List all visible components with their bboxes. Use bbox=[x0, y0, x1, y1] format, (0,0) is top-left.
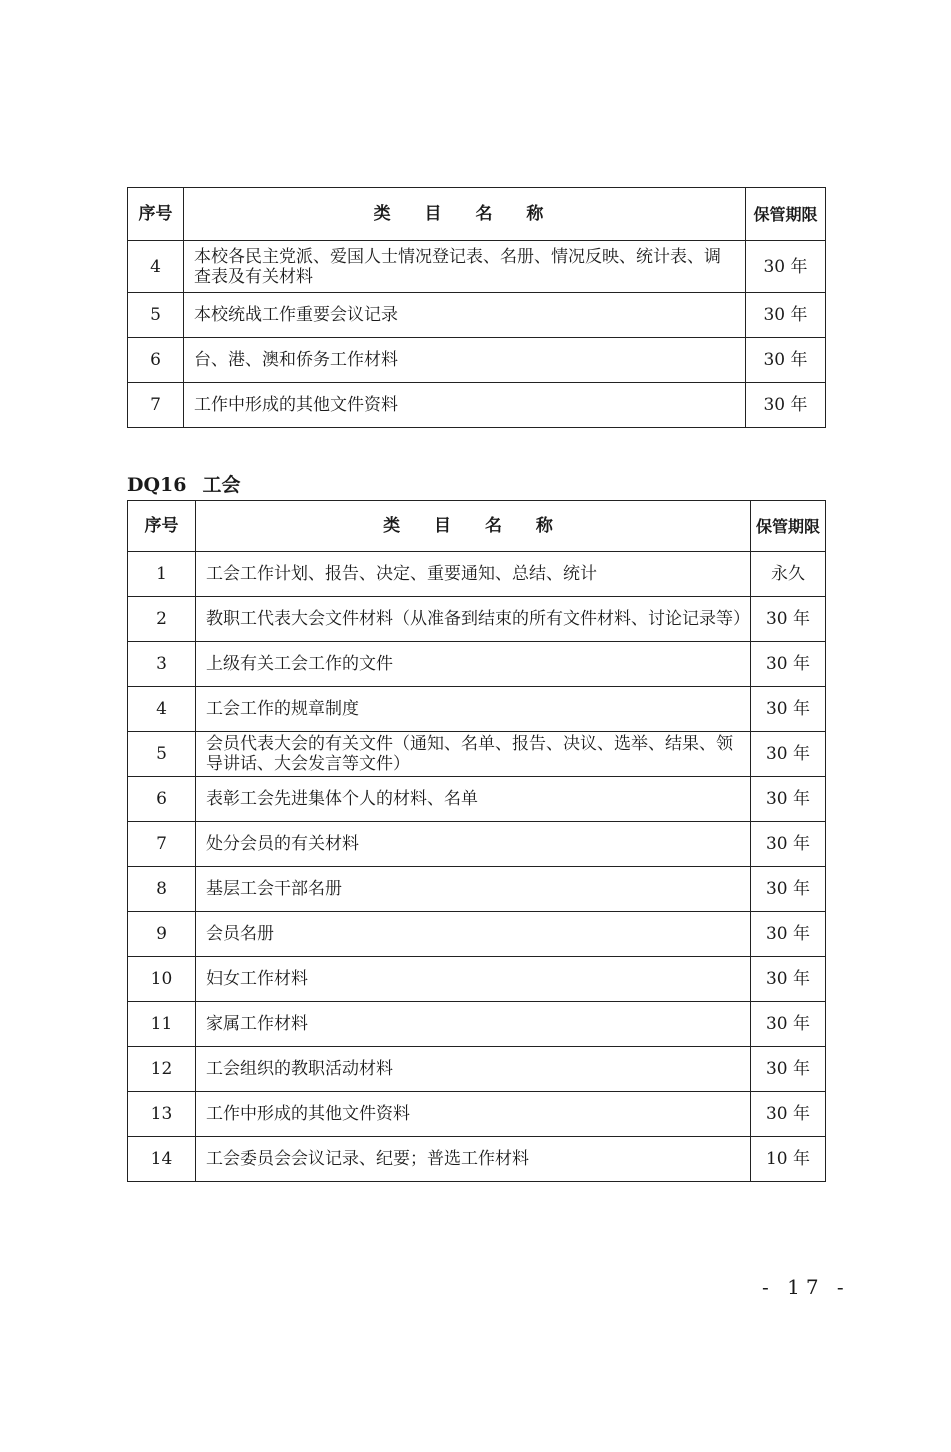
table-row bbox=[128, 383, 826, 428]
row-term: 30 年 bbox=[751, 777, 826, 822]
retention-table-union bbox=[127, 500, 826, 1182]
row-name: 家属工作材料 bbox=[196, 1002, 751, 1047]
row-index: 5 bbox=[128, 732, 196, 777]
row-name: 工作中形成的其他文件资料 bbox=[196, 1092, 751, 1137]
row-name: 工会委员会会议记录、纪要；普选工作材料 bbox=[196, 1137, 751, 1182]
table-row bbox=[128, 642, 826, 687]
section-title: 工会 bbox=[202, 474, 241, 496]
table-row bbox=[128, 687, 826, 732]
row-index: 14 bbox=[128, 1137, 196, 1182]
row-index: 9 bbox=[128, 912, 196, 957]
row-term: 30 年 bbox=[751, 687, 826, 732]
row-name: 基层工会干部名册 bbox=[196, 867, 751, 912]
row-index: 13 bbox=[128, 1092, 196, 1137]
table-row bbox=[128, 777, 826, 822]
row-name: 妇女工作材料 bbox=[196, 957, 751, 1002]
table-row bbox=[128, 552, 826, 597]
row-term: 30 年 bbox=[751, 1092, 826, 1137]
row-index: 6 bbox=[128, 338, 184, 383]
row-index: 11 bbox=[128, 1002, 196, 1047]
row-index: 6 bbox=[128, 777, 196, 822]
row-index: 4 bbox=[128, 687, 196, 732]
section-heading bbox=[127, 470, 256, 497]
row-term: 30 年 bbox=[751, 912, 826, 957]
row-term: 30 年 bbox=[746, 293, 826, 338]
row-name: 工会组织的教职活动材料 bbox=[196, 1047, 751, 1092]
row-name: 教职工代表大会文件材料（从准备到结束的所有文件材料、讨论记录等） bbox=[196, 597, 751, 642]
row-term: 30 年 bbox=[746, 338, 826, 383]
row-term: 10 年 bbox=[751, 1137, 826, 1182]
row-name: 台、港、澳和侨务工作材料 bbox=[184, 338, 746, 383]
row-term: 30 年 bbox=[751, 642, 826, 687]
header-name: 类 目 名 称 bbox=[196, 501, 751, 552]
table-row bbox=[128, 338, 826, 383]
row-term: 30 年 bbox=[751, 732, 826, 777]
table-row bbox=[128, 1002, 826, 1047]
row-index: 5 bbox=[128, 293, 184, 338]
table-row bbox=[128, 241, 826, 293]
row-index: 1 bbox=[128, 552, 196, 597]
table-row bbox=[128, 293, 826, 338]
row-name: 上级有关工会工作的文件 bbox=[196, 642, 751, 687]
row-term: 30 年 bbox=[751, 597, 826, 642]
row-term: 30 年 bbox=[751, 867, 826, 912]
row-index: 8 bbox=[128, 867, 196, 912]
table-row bbox=[128, 732, 826, 777]
table-row bbox=[128, 822, 826, 867]
section-code: DQ16 bbox=[127, 474, 187, 496]
table-header-row bbox=[128, 188, 826, 241]
row-term: 30 年 bbox=[746, 241, 826, 293]
row-name: 本校统战工作重要会议记录 bbox=[184, 293, 746, 338]
header-index: 序号 bbox=[128, 501, 196, 552]
table-row bbox=[128, 1137, 826, 1182]
table-row bbox=[128, 867, 826, 912]
row-term: 30 年 bbox=[746, 383, 826, 428]
table-row bbox=[128, 957, 826, 1002]
row-name: 工会工作的规章制度 bbox=[196, 687, 751, 732]
row-index: 7 bbox=[128, 822, 196, 867]
row-term: 30 年 bbox=[751, 822, 826, 867]
page-number: - 17 - bbox=[762, 1275, 850, 1299]
row-term: 30 年 bbox=[751, 1047, 826, 1092]
table-row bbox=[128, 1092, 826, 1137]
row-index: 7 bbox=[128, 383, 184, 428]
row-index: 3 bbox=[128, 642, 196, 687]
row-name: 会员代表大会的有关文件（通知、名单、报告、决议、选举、结果、领导讲话、大会发言等文件） bbox=[196, 732, 751, 777]
header-name: 类 目 名 称 bbox=[184, 188, 746, 241]
row-name: 工作中形成的其他文件资料 bbox=[184, 383, 746, 428]
row-name: 本校各民主党派、爱国人士情况登记表、名册、情况反映、统计表、调查表及有关材料 bbox=[184, 241, 746, 293]
row-name: 表彰工会先进集体个人的材料、名单 bbox=[196, 777, 751, 822]
table-header-row bbox=[128, 501, 826, 552]
row-index: 12 bbox=[128, 1047, 196, 1092]
row-name: 处分会员的有关材料 bbox=[196, 822, 751, 867]
row-index: 2 bbox=[128, 597, 196, 642]
row-term: 永久 bbox=[751, 552, 826, 597]
header-term: 保管期限 bbox=[751, 501, 826, 552]
row-term: 30 年 bbox=[751, 1002, 826, 1047]
table-row bbox=[128, 1047, 826, 1092]
table-row bbox=[128, 912, 826, 957]
row-index: 10 bbox=[128, 957, 196, 1002]
row-term: 30 年 bbox=[751, 957, 826, 1002]
row-name: 会员名册 bbox=[196, 912, 751, 957]
header-term: 保管期限 bbox=[746, 188, 826, 241]
retention-table-continued bbox=[127, 187, 826, 428]
header-index: 序号 bbox=[128, 188, 184, 241]
row-index: 4 bbox=[128, 241, 184, 293]
table-row bbox=[128, 597, 826, 642]
row-name: 工会工作计划、报告、决定、重要通知、总结、统计 bbox=[196, 552, 751, 597]
